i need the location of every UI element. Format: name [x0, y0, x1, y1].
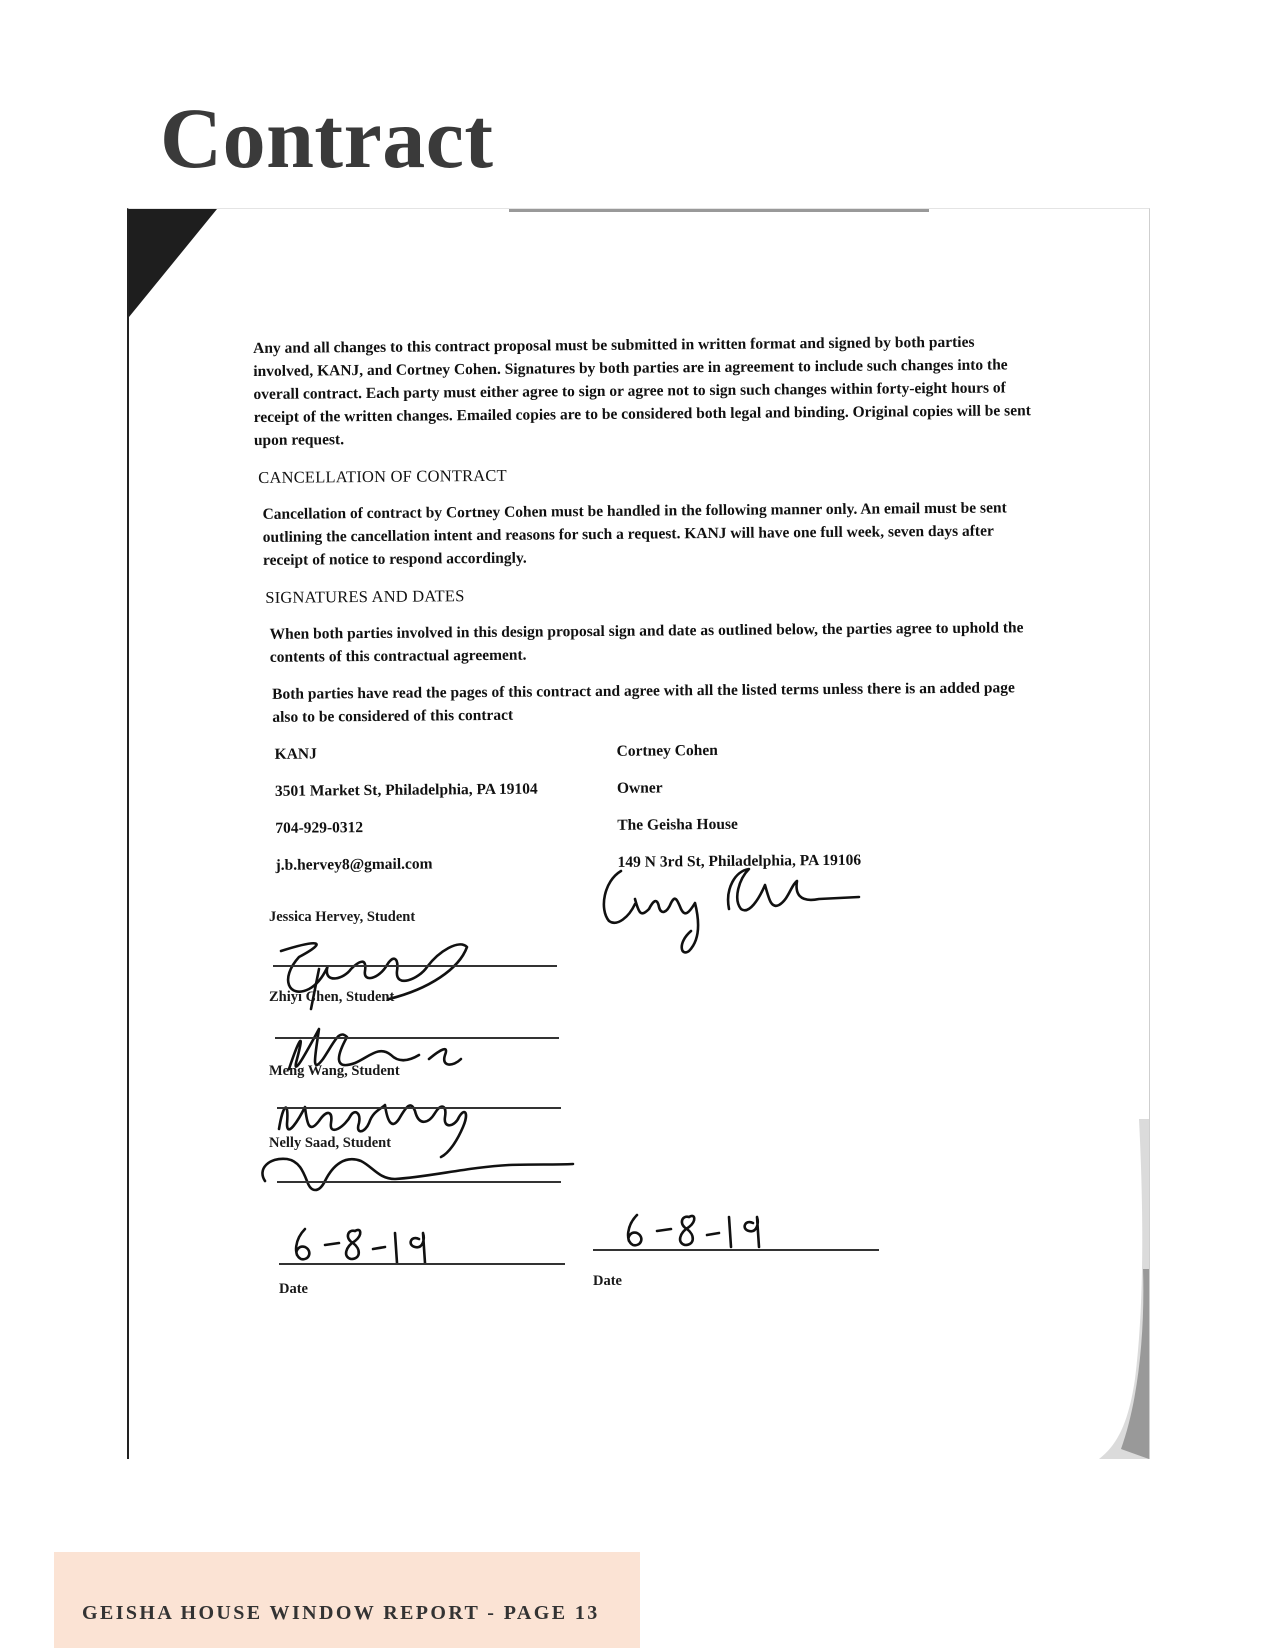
cancellation-paragraph: Cancellation of contract by Cortney Cohen must be handled in the following manner only. An email must be sent outlining the cancellation intent and reasons for such a request. KANJ will have one full week, seven days after receipt of notice to respond accordingly.	[262, 499, 1007, 569]
signer-label: Meng Wang, Student	[269, 1063, 400, 1079]
party-right-business: The Geisha House	[617, 815, 738, 834]
nelly-saad-signature	[262, 1159, 573, 1190]
date-label-right: Date	[593, 1273, 622, 1289]
page-title: Contract	[160, 90, 494, 186]
party-right-title: Owner	[616, 779, 663, 797]
date-label-left: Date	[279, 1281, 308, 1297]
cortney-cohen-signature	[604, 869, 859, 952]
signer-label: Zhiyi Chen, Student	[269, 989, 395, 1005]
party-left-name: KANJ	[274, 745, 317, 763]
party-left-phone: 704-929-0312	[275, 819, 364, 837]
signature-line	[277, 1107, 561, 1109]
intro-paragraph: Any and all changes to this contract proposal must be submitted in written format and signed by both parties involved, KANJ, and Cortney Cohen. Signatures by both parties are in agreement to include such changes into the overall contract. Each party must either agree to sign or agree not to sign such changes within forty-eight hours of receipt of the written changes. Emailed copies are to be considered both legal and binding. Original copies will be sent upon request.	[253, 333, 1031, 449]
signature-line	[277, 1181, 561, 1183]
signatures-paragraph-1: When both parties involved in this design proposal sign and date as outlined below, the parties agree to uphold the contents of this contractual agreement.	[269, 619, 1024, 666]
footer-bar	[54, 1552, 640, 1648]
date-line-left	[279, 1263, 565, 1265]
signature-line	[275, 1037, 559, 1039]
signature-drawings	[129, 209, 1149, 1459]
date-left-handwriting	[296, 1229, 425, 1263]
signatures-heading: SIGNATURES AND DATES	[265, 586, 465, 607]
party-left-address: 3501 Market St, Philadelphia, PA 19104	[274, 780, 538, 800]
cancellation-heading: CANCELLATION OF CONTRACT	[258, 465, 507, 487]
date-line-right	[593, 1249, 879, 1251]
signature-line	[273, 965, 557, 967]
footer-text: GEISHA HOUSE WINDOW REPORT - PAGE 13	[82, 1602, 600, 1624]
party-right-name: Cortney Cohen	[616, 741, 718, 760]
party-left-email: j.b.hervey8@gmail.com	[275, 855, 433, 874]
signer-label: Jessica Hervey, Student	[269, 909, 416, 925]
signatures-paragraph-2: Both parties have read the pages of this contract and agree with all the listed terms unless there is an added page also to be considered of this contract	[272, 679, 1015, 726]
date-right-handwriting	[628, 1215, 759, 1247]
scanned-contract-page	[127, 208, 1150, 1459]
signer-label: Nelly Saad, Student	[269, 1135, 392, 1151]
party-right-address: 149 N 3rd St, Philadelphia, PA 19106	[617, 851, 862, 871]
